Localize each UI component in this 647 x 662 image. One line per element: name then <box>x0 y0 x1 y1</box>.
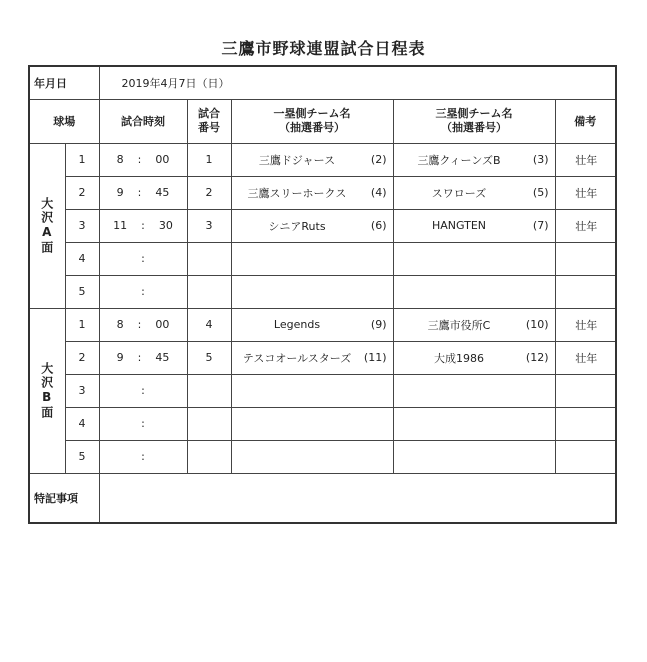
team3-cell <box>393 242 555 275</box>
header-row <box>29 99 616 143</box>
game-number <box>187 440 231 473</box>
time-minute: 45 <box>155 186 170 199</box>
time-sep: : <box>141 384 145 397</box>
team1-cell <box>231 341 393 374</box>
time-wrap <box>100 153 187 166</box>
team1-cell <box>231 374 393 407</box>
time-wrap <box>100 318 187 331</box>
time-cell <box>99 143 187 176</box>
team1-lottery-no: (4) <box>370 186 387 199</box>
time-sep: : <box>141 219 145 232</box>
note-cell <box>555 440 616 473</box>
team3-cell <box>393 275 555 308</box>
team3-lottery-no: (5) <box>532 186 549 199</box>
note-cell: 壮年 <box>555 176 616 209</box>
team1-name: シニアRuts <box>268 219 326 233</box>
team3-cell <box>393 440 555 473</box>
team1-lottery-no: (11) <box>363 351 387 364</box>
team1-cell <box>231 308 393 341</box>
time-hour: 8 <box>116 318 124 331</box>
team1-name: テスコオールスターズ <box>242 351 352 365</box>
time-cell <box>99 341 187 374</box>
note-cell: 壮年 <box>555 341 616 374</box>
team3-wrap <box>394 317 555 333</box>
header-team1: 一塁側チーム名 （抽選番号） <box>231 99 393 143</box>
note-cell: 壮年 <box>555 308 616 341</box>
row-index: 3 <box>65 209 99 242</box>
team1-wrap <box>232 218 393 234</box>
header-game-no: 試合 番号 <box>187 99 231 143</box>
team3-cell <box>393 407 555 440</box>
time-cell <box>99 440 187 473</box>
schedule-row <box>29 440 616 473</box>
team3-lottery-no: (10) <box>525 318 549 331</box>
time-sep: : <box>137 153 142 166</box>
game-number: 2 <box>187 176 231 209</box>
schedule-row <box>29 308 616 341</box>
note-cell <box>555 407 616 440</box>
time-hour: 8 <box>116 153 124 166</box>
row-index: 5 <box>65 440 99 473</box>
schedule-table <box>28 65 617 524</box>
schedule-row <box>29 341 616 374</box>
row-index: 4 <box>65 407 99 440</box>
row-index: 1 <box>65 308 99 341</box>
team1-cell <box>231 407 393 440</box>
venue-cell <box>29 308 65 473</box>
time-cell <box>99 308 187 341</box>
team1-cell <box>231 176 393 209</box>
time-wrap <box>100 219 187 232</box>
game-number: 1 <box>187 143 231 176</box>
time-wrap <box>100 450 187 463</box>
team1-cell <box>231 209 393 242</box>
team3-name: 大成1986 <box>434 351 484 365</box>
team3-lottery-no: (12) <box>525 351 549 364</box>
page-title: 三鷹市野球連盟試合日程表 <box>221 39 426 58</box>
time-wrap <box>100 285 187 298</box>
game-number: 4 <box>187 308 231 341</box>
game-number: 5 <box>187 341 231 374</box>
team3-cell <box>393 209 555 242</box>
note-cell <box>555 242 616 275</box>
header-notes: 備考 <box>555 99 616 143</box>
schedule-row <box>29 143 616 176</box>
time-minute: 00 <box>155 153 170 166</box>
schedule-row <box>29 242 616 275</box>
schedule-row <box>29 209 616 242</box>
team1-name: Legends <box>273 318 321 331</box>
time-cell <box>99 374 187 407</box>
special-notes-value <box>99 473 616 523</box>
team1-wrap <box>232 152 393 168</box>
team3-cell <box>393 143 555 176</box>
time-sep: : <box>141 450 145 463</box>
row-index: 1 <box>65 143 99 176</box>
game-number <box>187 374 231 407</box>
game-number <box>187 407 231 440</box>
team1-name: 三鷹ドジャース <box>258 153 336 167</box>
team3-cell <box>393 176 555 209</box>
time-hour: 9 <box>116 351 124 364</box>
row-index: 2 <box>65 176 99 209</box>
venue-cell <box>29 143 65 308</box>
team3-cell <box>393 374 555 407</box>
date-value: 2019年4月7日（日） <box>99 66 616 99</box>
time-sep: : <box>141 285 145 298</box>
team1-lottery-no: (6) <box>370 219 387 232</box>
special-notes-row <box>29 473 616 523</box>
time-wrap <box>100 351 187 364</box>
team1-name: 三鷹スリーホークス <box>247 186 347 200</box>
schedule-row <box>29 374 616 407</box>
game-number: 3 <box>187 209 231 242</box>
game-number <box>187 275 231 308</box>
team1-cell <box>231 242 393 275</box>
row-index: 3 <box>65 374 99 407</box>
note-cell <box>555 275 616 308</box>
date-label: 年月日 <box>29 66 99 99</box>
team3-lottery-no: (7) <box>532 219 549 232</box>
row-index: 5 <box>65 275 99 308</box>
team1-cell <box>231 143 393 176</box>
team1-wrap <box>232 185 393 201</box>
time-minute: 00 <box>155 318 170 331</box>
header-time: 試合時刻 <box>99 99 187 143</box>
time-cell <box>99 275 187 308</box>
note-cell <box>555 374 616 407</box>
note-cell: 壮年 <box>555 143 616 176</box>
team1-wrap <box>232 318 393 331</box>
schedule-row <box>29 407 616 440</box>
time-sep: : <box>137 186 142 199</box>
team3-cell <box>393 308 555 341</box>
team3-name: スワローズ <box>431 186 487 200</box>
time-cell <box>99 176 187 209</box>
team3-cell <box>393 341 555 374</box>
team3-name: 三鷹市役所C <box>427 318 491 332</box>
team3-name: HANGTEN <box>431 219 487 232</box>
time-sep: : <box>137 351 142 364</box>
time-cell <box>99 242 187 275</box>
time-wrap <box>100 417 187 430</box>
team1-lottery-no: (2) <box>370 153 387 166</box>
team3-wrap <box>394 185 555 201</box>
time-sep: : <box>141 417 145 430</box>
header-venue: 球場 <box>29 99 99 143</box>
schedule-row <box>29 176 616 209</box>
team3-name: 三鷹クィーンズB <box>417 153 501 167</box>
time-wrap <box>100 252 187 265</box>
time-wrap <box>100 384 187 397</box>
team3-wrap <box>394 219 555 232</box>
row-index: 2 <box>65 341 99 374</box>
schedule-row <box>29 275 616 308</box>
time-hour: 9 <box>116 186 124 199</box>
time-sep: : <box>137 318 142 331</box>
time-minute: 30 <box>158 219 173 232</box>
time-cell <box>99 209 187 242</box>
venue-name: 大沢A面 <box>39 196 54 255</box>
team3-wrap <box>394 350 555 366</box>
team1-lottery-no: (9) <box>370 318 387 331</box>
header-team3: 三塁側チーム名 （抽選番号） <box>393 99 555 143</box>
time-cell <box>99 407 187 440</box>
team3-lottery-no: (3) <box>532 153 549 166</box>
team1-cell <box>231 440 393 473</box>
date-row <box>29 66 616 99</box>
venue-name: 大沢B面 <box>39 361 54 420</box>
row-index: 4 <box>65 242 99 275</box>
special-notes-label: 特記事項 <box>29 473 99 523</box>
time-minute: 45 <box>155 351 170 364</box>
note-cell: 壮年 <box>555 209 616 242</box>
time-wrap <box>100 186 187 199</box>
team1-wrap <box>232 350 393 366</box>
time-sep: : <box>141 252 145 265</box>
team1-cell <box>231 275 393 308</box>
time-hour: 11 <box>113 219 128 232</box>
team3-wrap <box>394 152 555 168</box>
game-number <box>187 242 231 275</box>
